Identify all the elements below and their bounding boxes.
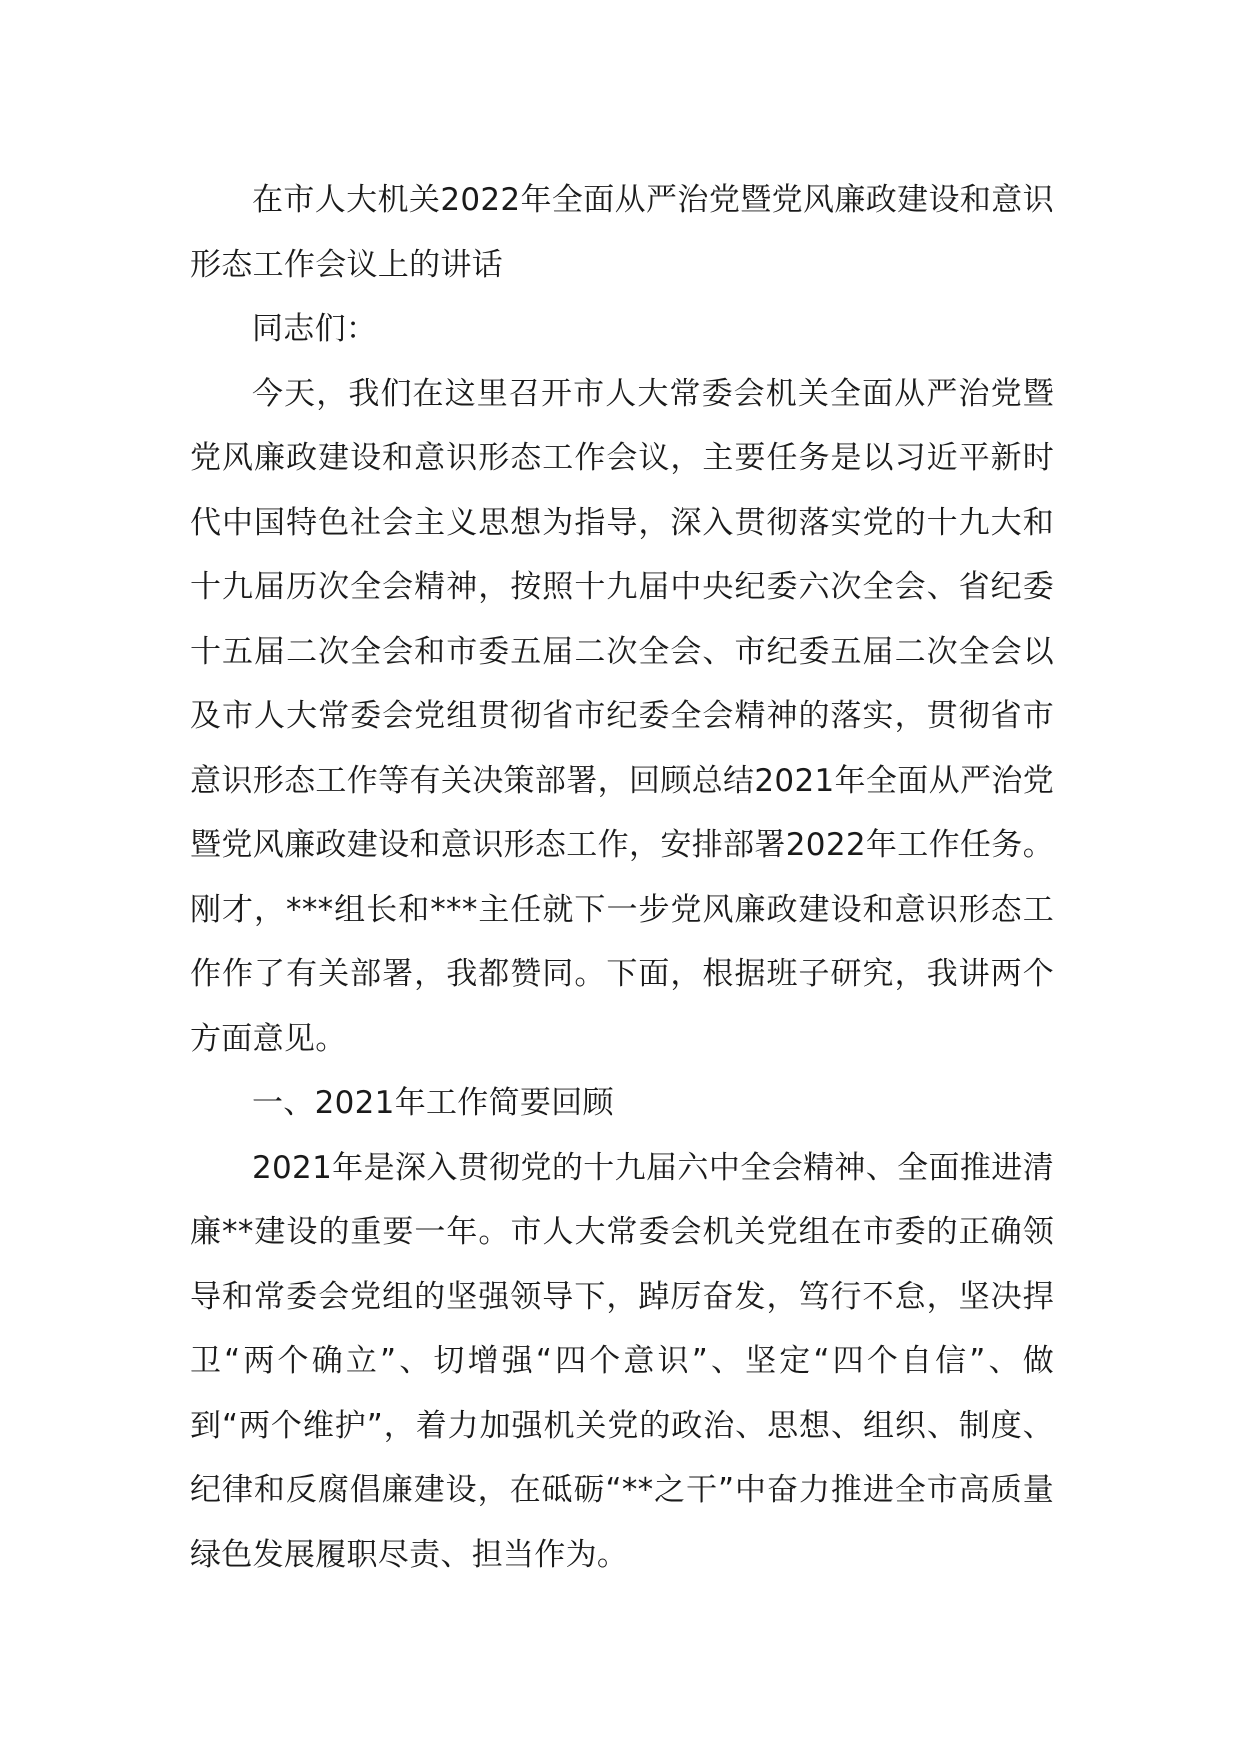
section-paragraph: 2021年是深入贯彻党的十九届六中全会精神、全面推进清廉**建设的重要一年。市人大常委会机关党组在市委的正确领导和常委会党组的坚强领导下，踔厉奋发，笃行不怠，坚决捍卫“两个确立”、切增强“四个意识”、坚定“四个自信”、做到“两个维护”，着力加强机关党的政治、思想、组织、制度、纪律和反腐倡廉建设，在砥砺“**之干”中奋力推进全市高质量绿色发展履职尽责、担当作为。 [190, 1149, 1054, 1573]
section-heading: 一、2021年工作简要回顾 [252, 1085, 614, 1121]
intro-paragraph: 今天，我们在这里召开市人大常委会机关全面从严治党暨党风廉政建设和意识形态工作会议，主要任务是以习近平新时代中国特色社会主义思想为指导，深入贯彻落实党的十九大和十九届历次全会精神，按照十九届中央纪委六次全会、省纪委十五届二次全会和市委五届二次全会、市纪委五届二次全会以及市人大常委会党组贯彻省市纪委全会精神的落实，贯彻省市意识形态工作等有关决策部署，回顾总结2021年全面从严治党暨党风廉政建设和意识形态工作，安排部署2022年工作任务。刚才，***组长和***主任就下一步党风廉政建设和意识形态工作作了有关部署，我都赞同。下面，根据班子研究，我讲两个方面意见。 [190, 375, 1054, 1057]
document-page [190, 168, 1054, 1587]
salutation: 同志们： [252, 311, 378, 347]
document-title: 在市人大机关2022年全面从严治党暨党风廉政建设和意识形态工作会议上的讲话 [190, 182, 1054, 283]
